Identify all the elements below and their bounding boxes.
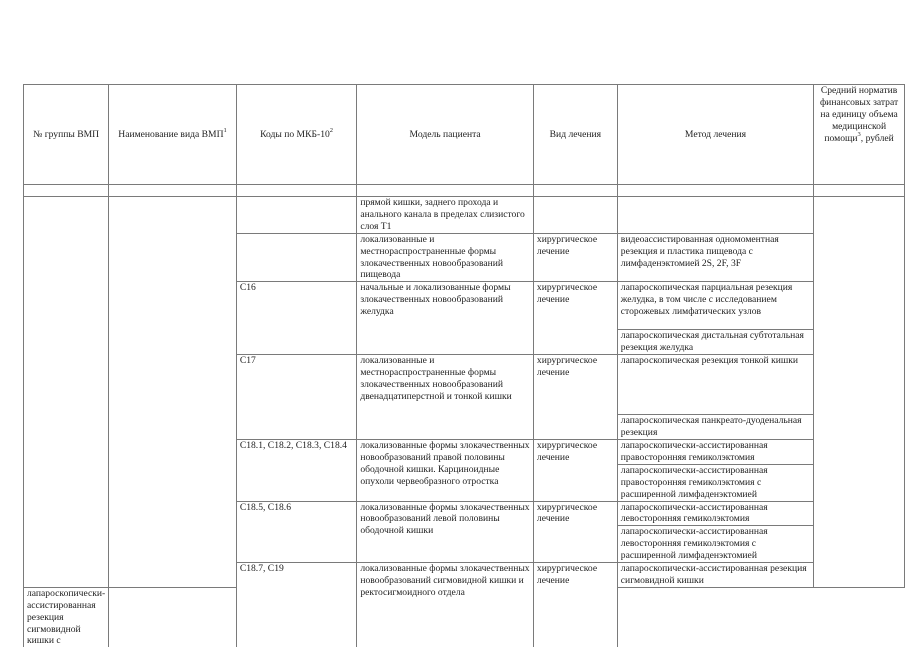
icd-cell: C16	[236, 282, 357, 355]
header-norm: Средний норматив финансовых затрат на единицу объема медицинской помощи$^3$, рублей	[814, 85, 905, 185]
model-cell: локализованные формы злокачественных новообразований сигмовидной кишки и ректосигмоидного отдела	[357, 563, 534, 647]
method-cell: лапароскопическая резекция тонкой кишки	[617, 355, 813, 415]
header-spacer-row	[24, 185, 905, 197]
method-cell: лапароскопически-ассистированная правосторонняя гемиколэктомия с расширенной лимфаденэктомией	[617, 464, 813, 501]
treatment-type-cell: хирургическое лечение	[533, 355, 617, 440]
icd-cell: C17	[236, 355, 357, 440]
header-row	[24, 85, 905, 185]
method-cell: лапароскопически-ассистированная левосторонняя гемиколэктомия с расширенной лимфаденэктомией	[617, 526, 813, 563]
icd-cell: C18.7, C19	[236, 563, 357, 647]
method-cell: лапароскопически-ассистированная левосторонняя гемиколэктомия	[617, 501, 813, 526]
icd-cell: C18.5, C18.6	[236, 501, 357, 563]
model-cell: прямой кишки, заднего прохода и анального канала в пределах слизистого слоя T1	[357, 197, 534, 234]
header-model: Модель пациента	[357, 85, 534, 185]
method-cell: лапароскопическая дистальная субтотальная резекция желудка	[617, 330, 813, 355]
treatment-type-cell: хирургическое лечение	[533, 233, 617, 282]
model-cell: локализованные формы злокачественных новообразований левой половины ободочной кишки	[357, 501, 534, 563]
method-cell: лапароскопически-ассистированная резекция сигмовидной кишки с	[24, 587, 109, 647]
method-cell: видеоассистированная одномоментная резекция и пластика пищевода с лимфаденэктомией 2S, 2F, 3F	[617, 233, 813, 282]
treatment-type-cell: хирургическое лечение	[533, 501, 617, 563]
table-row	[24, 197, 905, 234]
treatment-type-cell: хирургическое лечение	[533, 563, 617, 647]
model-cell: локализованные и местнораспространенные формы злокачественных новообразований пищевода	[357, 233, 534, 282]
icd-cell	[236, 197, 357, 234]
method-cell: лапароскопическая парциальная резекция желудка, в том числе с исследованием сторожевых лимфатических узлов	[617, 282, 813, 330]
model-cell: локализованные формы злокачественных новообразований правой половины ободочной кишки. Карциноидные опухоли червеобразного отростка	[357, 439, 534, 501]
model-cell: локализованные и местнораспространенные формы злокачественных новообразований двенадцатиперстной и тонкой кишки	[357, 355, 534, 440]
table-body	[24, 197, 905, 647]
group-no-cell	[24, 197, 109, 588]
norm-cell	[814, 197, 905, 588]
header-method: Метод лечения	[617, 85, 813, 185]
method-cell: лапароскопическая панкреато-дуоденальная резекция	[617, 415, 813, 440]
icd-cell: C18.1, C18.2, C18.3, C18.4	[236, 439, 357, 501]
header-group-no: № группы ВМП	[24, 85, 109, 185]
method-cell	[617, 197, 813, 234]
vmp-table	[23, 84, 905, 647]
header-treatment-type: Вид лечения	[533, 85, 617, 185]
header-icd: Коды по МКБ-$10^2$	[236, 85, 357, 185]
model-cell: начальные и локализованные формы злокачественных новообразований желудка	[357, 282, 534, 355]
treatment-type-cell: хирургическое лечение	[533, 439, 617, 501]
icd-cell	[236, 233, 357, 282]
method-cell: лапароскопически-ассистированная правосторонняя гемиколэктомия	[617, 439, 813, 464]
treatment-type-cell	[533, 197, 617, 234]
header-name: Наименование вида ВМП$^1$	[109, 85, 237, 185]
name-cell	[109, 197, 237, 588]
method-cell: лапароскопически-ассистированная резекция сигмовидной кишки	[617, 563, 813, 588]
treatment-type-cell: хирургическое лечение	[533, 282, 617, 355]
